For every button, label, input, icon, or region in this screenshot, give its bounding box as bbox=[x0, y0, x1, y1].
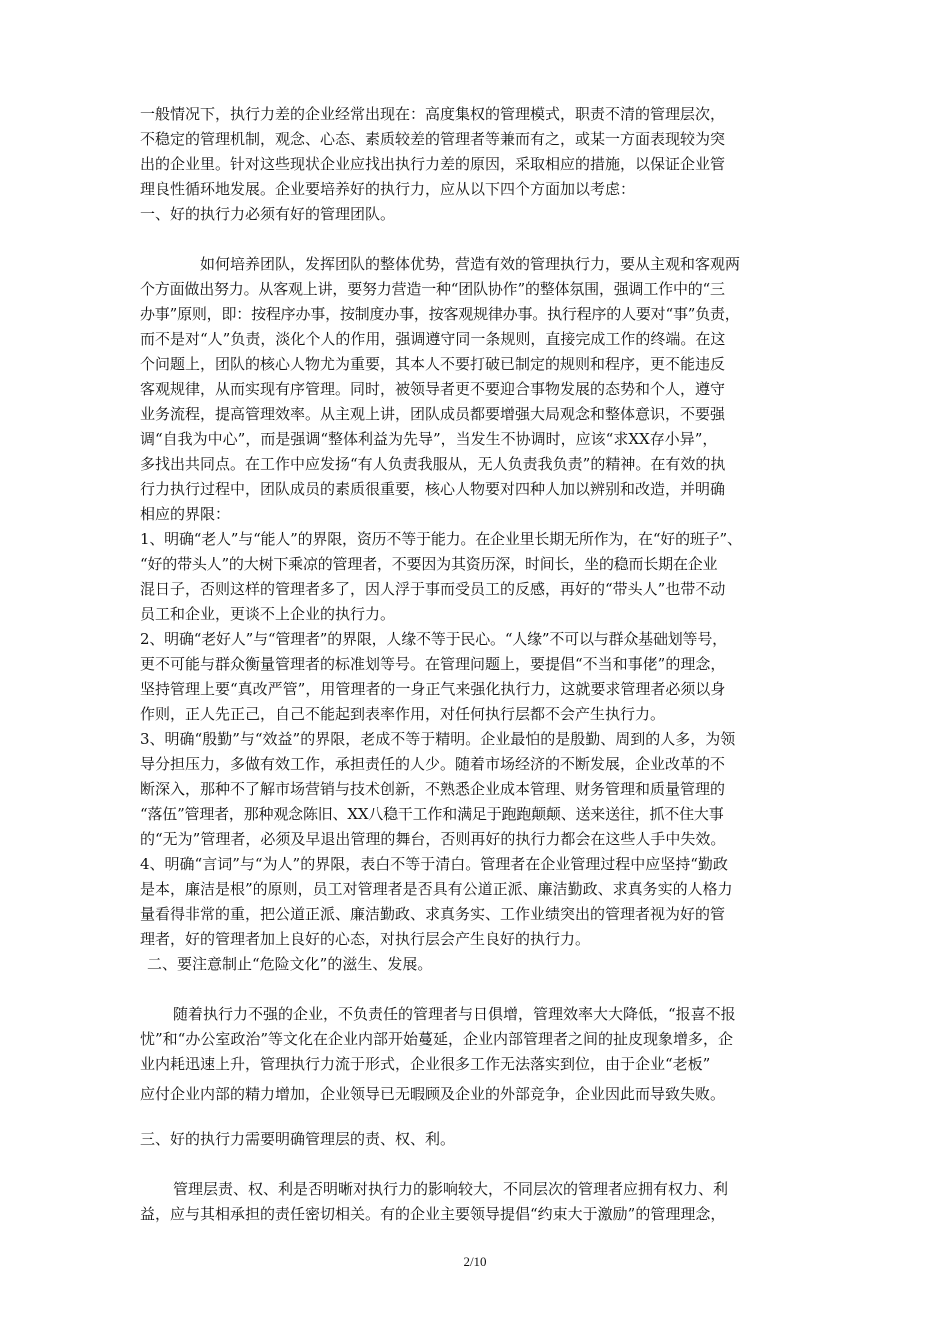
list-item-line: 量看得非常的重，把公道正派、廉洁勤政、求真务实、工作业绩突出的管理者视为好的管 bbox=[140, 905, 726, 923]
paragraph-line: 应付企业内部的精力增加，企业领导已无暇顾及企业的外部竞争，企业因此而导致失败。 bbox=[140, 1085, 726, 1103]
paragraph-line: 理良性循环地发展。企业要培养好的执行力，应从以下四个方面加以考虑： bbox=[140, 180, 636, 198]
paragraph-line: 出的企业里。针对这些现状企业应找出执行力差的原因，采取相应的措施，以保证企业管 bbox=[140, 155, 726, 173]
paragraph-line: 随着执行力不强的企业，不负责任的管理者与日俱增，管理效率大大降低，“报喜不报 bbox=[173, 1005, 736, 1023]
paragraph-line: 一般情况下，执行力差的企业经常出现在：高度集权的管理模式，职责不清的管理层次， bbox=[140, 105, 726, 123]
list-item-line: 混日子，否则这样的管理者多了，因人浮于事而受员工的反感，再好的“带头人”也带不动 bbox=[140, 580, 726, 598]
paragraph-line: 个方面做出努力。从客观上讲，要努力营造一种“团队协作”的整体氛围，强调工作中的“三 bbox=[140, 280, 725, 298]
paragraph-line: 办事”原则，即：按程序办事，按制度办事，按客观规律办事。执行程序的人要对“事”负责， bbox=[140, 305, 740, 323]
list-item-line: 2、明确“老好人”与“管理者”的界限，人缘不等于民心。“人缘”不可以与群众基础划等号， bbox=[140, 630, 727, 648]
paragraph-line: 调“自我为中心”，而是强调“整体利益为先导”，当发生不协调时，应该“求XX存小异”， bbox=[140, 430, 718, 448]
paragraph-line: 业内耗迅速上升，管理执行力流于形式，企业很多工作无法落实到位，由于企业“老板” bbox=[140, 1055, 711, 1073]
list-item-line: 1、明确“老人”与“能人”的界限，资历不等于能力。在企业里长期无所作为，在“好的班子”、 bbox=[140, 530, 742, 548]
list-item-line: 是本，廉洁是根”的原则，员工对管理者是否具有公道正派、廉洁勤政、求真务实的人格力 bbox=[140, 880, 733, 898]
paragraph-line: 益，应与其相承担的责任密切相关。有的企业主要领导提倡“约束大于激励”的管理理念， bbox=[140, 1205, 726, 1223]
paragraph-line: 忧”和“办公室政治”等文化在企业内部开始蔓延，企业内部管理者之间的扯皮现象增多，企 bbox=[140, 1030, 734, 1048]
paragraph-line: 相应的界限： bbox=[140, 505, 231, 523]
paragraph-line: 多找出共同点。在工作中应发扬“有人负责我服从，无人负责我负责”的精神。在有效的执 bbox=[140, 455, 726, 473]
list-item-line: 导分担压力，多做有效工作，承担责任的人少。随着市场经济的不断发展，企业改革的不 bbox=[140, 755, 726, 773]
paragraph-line: 个问题上，团队的核心人物尤为重要，其本人不要打破已制定的规则和程序，更不能违反 bbox=[140, 355, 726, 373]
list-item-line: 坚持管理上要“真改严管”，用管理者的一身正气来强化执行力，这就要求管理者必须以身 bbox=[140, 680, 726, 698]
section-heading: 三、好的执行力需要明确管理层的责、权、利。 bbox=[140, 1130, 456, 1148]
list-item-line: 理者，好的管理者加上良好的心态，对执行层会产生良好的执行力。 bbox=[140, 930, 591, 948]
paragraph-line: 行力执行过程中，团队成员的素质很重要，核心人物要对四种人加以辨别和改造，并明确 bbox=[140, 480, 726, 498]
page-number: 2/10 bbox=[463, 1254, 487, 1269]
list-item-line: 4、明确“言词”与“为人”的界限，表白不等于清白。管理者在企业管理过程中应坚持“勤政 bbox=[140, 855, 728, 873]
list-item-line: 作则，正人先正己，自己不能起到表率作用，对任何执行层都不会产生执行力。 bbox=[140, 705, 666, 723]
paragraph-line: 不稳定的管理机制，观念、心态、素质较差的管理者等兼而有之，或某一方面表现较为突 bbox=[140, 130, 726, 148]
list-item-line: 的“无为”管理者，必须及早退出管理的舞台，否则再好的执行力都会在这些人手中失效。 bbox=[140, 830, 726, 848]
list-item-line: 更不可能与群众衡量管理者的标准划等号。在管理问题上，要提倡“不当和事佬”的理念， bbox=[140, 655, 726, 673]
list-item-line: “落伍”管理者，那种观念陈旧、XX八稳干工作和满足于跑跑颠颠、送来送往，抓不住大事 bbox=[140, 805, 724, 823]
section-heading: 二、要注意制止“危险文化”的滋生、发展。 bbox=[147, 955, 433, 973]
list-item-line: 员工和企业，更谈不上企业的执行力。 bbox=[140, 605, 396, 623]
list-item-line: 3、明确“殷勤”与“效益”的界限，老成不等于精明。企业最怕的是殷勤、周到的人多，为领 bbox=[140, 730, 736, 748]
paragraph-line: 而不是对“人”负责，淡化个人的作用，强调遵守同一条规则，直接完成工作的终端。在这 bbox=[140, 330, 726, 348]
section-heading: 一、好的执行力必须有好的管理团队。 bbox=[140, 205, 396, 223]
paragraph-line: 如何培养团队，发挥团队的整体优势，营造有效的管理执行力，要从主观和客观两 bbox=[200, 255, 741, 273]
paragraph-line: 客观规律，从而实现有序管理。同时，被领导者更不要迎合事物发展的态势和个人，遵守 bbox=[140, 380, 726, 398]
paragraph-line: 业务流程，提高管理效率。从主观上讲，团队成员都要增强大局观念和整体意识，不要强 bbox=[140, 405, 726, 423]
list-item-line: 断深入，那种不了解市场营销与技术创新，不熟悉企业成本管理、财务管理和质量管理的 bbox=[140, 780, 726, 798]
paragraph-line: 管理层责、权、利是否明晰对执行力的影响较大，不同层次的管理者应拥有权力、利 bbox=[173, 1180, 729, 1198]
list-item-line: “好的带头人”的大树下乘凉的管理者，不要因为其资历深，时间长，坐的稳而长期在企业 bbox=[140, 555, 718, 573]
